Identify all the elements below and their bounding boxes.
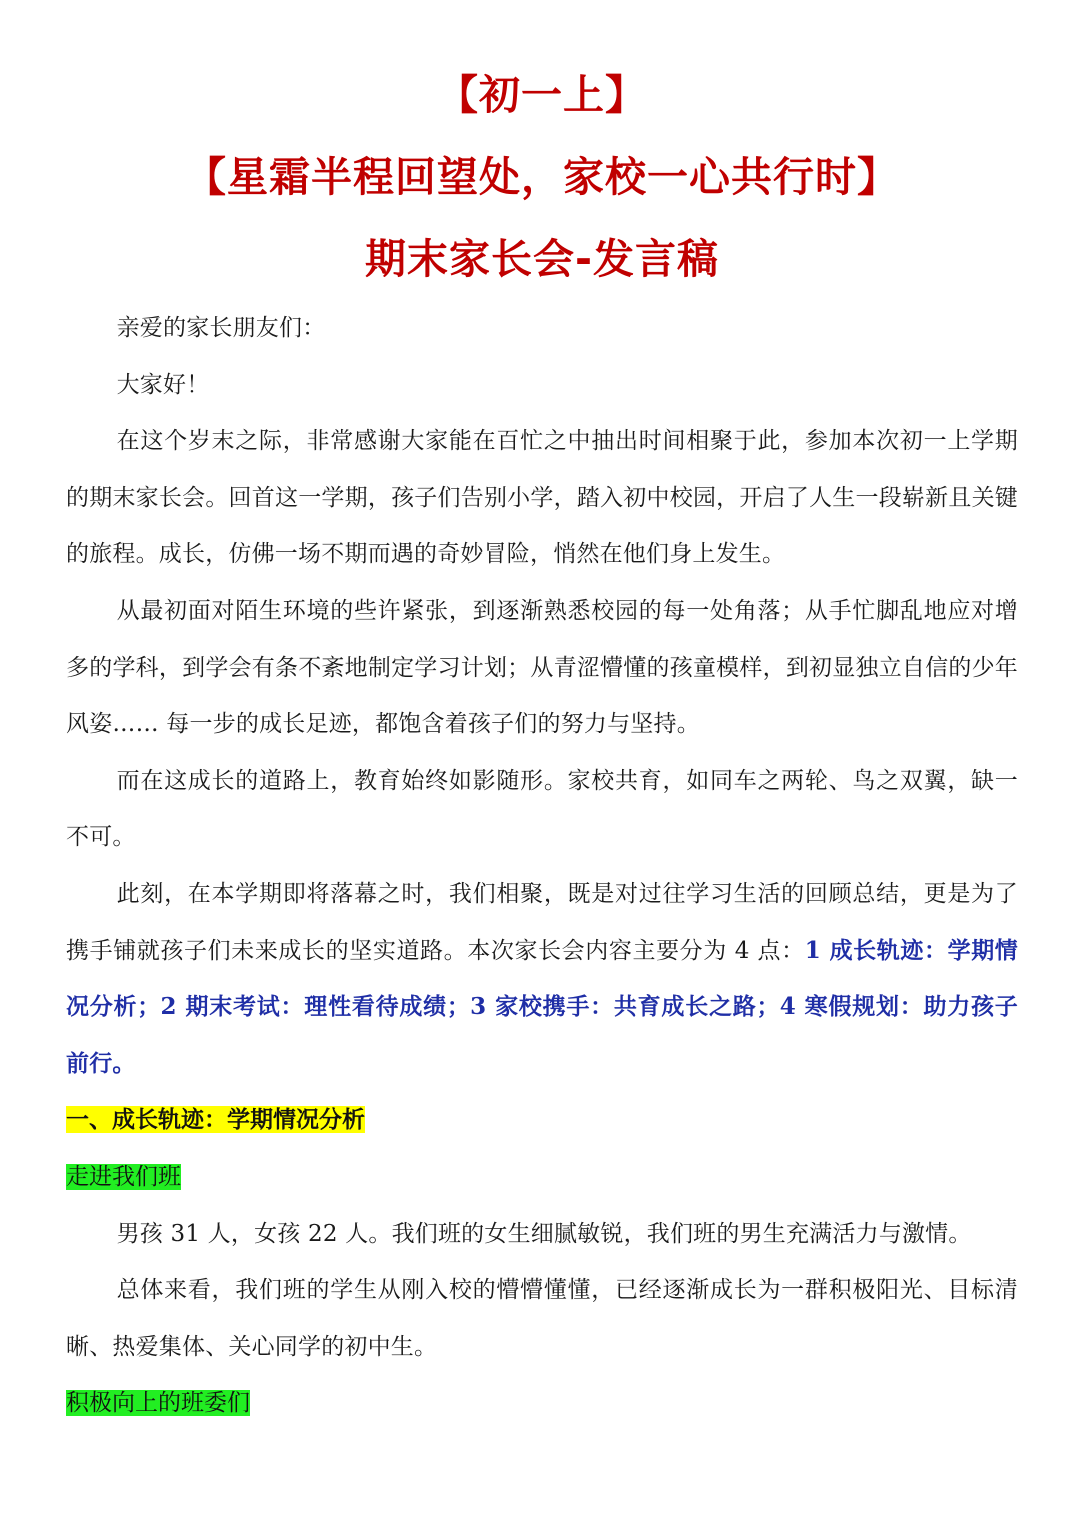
section-1-heading: 一、成长轨迹：学期情况分析: [66, 1106, 365, 1134]
title-speech: 期末家长会-发言稿: [364, 235, 720, 283]
hello: 大家好！: [116, 371, 210, 398]
greeting: 亲爱的家长朋友们：: [116, 315, 326, 341]
agenda-lead: 此刻，在本学期即将落幕之时，我们相聚，既是对过往学习生活的回顾总结，更是为了携手铺就孩子们未来成长的坚实道路。本次家长会内容主要分为 4 点：: [66, 880, 1018, 964]
subheading-line-1: [66, 1149, 1018, 1206]
paragraph-growth: 从最初面对陌生环境的些许紧张，到逐渐熟悉校园的每一处角落；从手忙脚乱地应对增多的学科，到学会有条不紊地制定学习计划；从青涩懵懂的孩童模样，到初显独立自信的少年风姿…… 每一步的成长足迹，都饱含着孩子们的努力与坚持。: [66, 597, 1018, 738]
paragraph-home-school: 而在这成长的道路上，教育始终如影随形。家校共育，如同车之两轮、鸟之双翼，缺一不可。: [66, 767, 1018, 851]
paragraph-intro: 在这个岁末之际，非常感谢大家能在百忙之中抽出时间相聚于此，参加本次初一上学期的期末家长会。回首这一学期，孩子们告别小学，踏入初中校园，开启了人生一段崭新且关键的旅程。成长，仿佛一场不期而遇的奇妙冒险，悄然在他们身上发生。: [66, 428, 1018, 568]
subheading-line-2: [66, 1375, 1018, 1432]
title-theme: 【星霜半程回望处，家校一心共行时】: [185, 153, 899, 201]
document-page: [66, 0, 1018, 1432]
section-heading: [66, 1092, 1018, 1149]
title-grade: 【初一上】: [437, 71, 647, 119]
agenda-points: 1 成长轨迹：学期情况分析；2 期末考试：理性看待成绩；3 家校携手：共育成长之路；4 寒假规划：助力孩子前行。: [66, 936, 1019, 1077]
subheading-class-committee: 积极向上的班委们: [66, 1390, 250, 1417]
paragraph-class-overview: 总体来看，我们班的学生从刚入校的懵懵懂懂，已经逐渐成长为一群积极阳光、目标清晰、热爱集体、关心同学的初中生。: [66, 1277, 1018, 1360]
subheading-our-class: 走进我们班: [66, 1163, 181, 1190]
paragraph-class-stats: 男孩 31 人，女孩 22 人。我们班的女生细腻敏锐，我们班的男生充满活力与激情。: [116, 1220, 972, 1247]
paragraph-agenda: [66, 866, 1018, 1092]
